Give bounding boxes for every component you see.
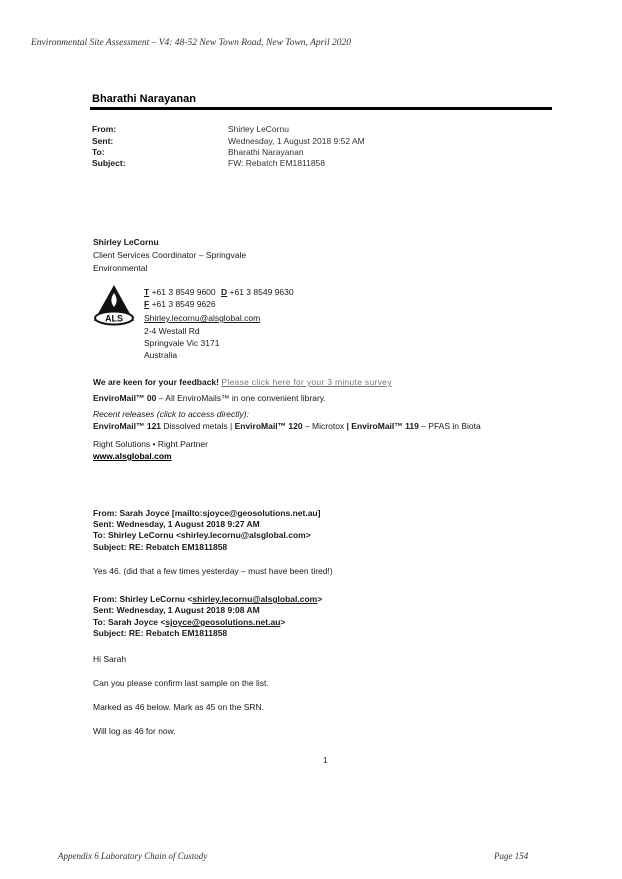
reply1-body: Yes 46. (did that a few times yesterday – must have been tired!): [93, 566, 333, 576]
logo-text: ALS: [105, 313, 123, 324]
reply2-subject: Subject: RE: Rebatch EM1811858: [93, 628, 228, 638]
reply2-to-close: >: [280, 617, 286, 627]
reply2-to-email-link[interactable]: sjoyce@geosolutions.net.au: [165, 617, 281, 627]
address-line-3: Australia: [144, 350, 178, 360]
running-header: Environmental Site Assessment – V4: 48-52 New Town Road, New Town, April 2020: [31, 38, 352, 48]
reply2-paragraph-1: Can you please confirm last sample on the list.: [93, 678, 269, 688]
address-line-2: Springvale Vic 3171: [144, 338, 220, 348]
reply2-from-email-link[interactable]: shirley.lecornu@alsglobal.com: [192, 594, 318, 604]
phone-t: +61 3 8549 9600: [151, 287, 216, 297]
header-divider: [90, 107, 552, 110]
enviromail-121-link[interactable]: EnviroMail™ 121: [93, 421, 162, 431]
reply2-from-close: >: [317, 594, 323, 604]
signature-email-link[interactable]: Shirley.lecornu@alsglobal.com: [144, 313, 261, 323]
phone-t-label: T: [144, 287, 150, 297]
meta-subject-value: FW: Rebatch EM1811858: [228, 158, 326, 168]
reply1-subject: Subject: RE: Rebatch EM1811858: [93, 542, 228, 552]
meta-to-label: To:: [92, 147, 105, 157]
enviromail-119-desc: – PFAS in Biota: [418, 421, 481, 431]
phone-f: +61 3 8549 9626: [151, 299, 216, 309]
enviromail-120-link[interactable]: EnviroMail™ 120: [234, 421, 303, 431]
phone-d-label: D: [221, 287, 228, 297]
meta-subject-label: Subject:: [92, 158, 126, 168]
reply2-from-label: From: Shirley LeCornu <: [93, 594, 193, 604]
meta-sent-label: Sent:: [92, 136, 114, 146]
phone-f-label: F: [144, 299, 150, 309]
feedback-lead: We are keen for your feedback!: [93, 377, 219, 387]
enviromail-00-desc: – All EnviroMails™ in one convenient library.: [156, 393, 326, 403]
reply2-sent: Sent: Wednesday, 1 August 2018 9:08 AM: [93, 605, 260, 615]
recipient-name: Bharathi Narayanan: [92, 93, 196, 105]
tagline: Right Solutions • Right Partner: [93, 439, 208, 449]
footer-page-number: Page 154: [494, 851, 529, 861]
reply2-to-label: To: Sarah Joyce <: [93, 617, 166, 627]
phone-d: +61 3 8549 9630: [229, 287, 294, 297]
signature-department: Environmental: [93, 263, 148, 273]
enviromail-library: [93, 393, 326, 403]
reply1-from: From: Sarah Joyce [mailto:sjoyce@geosolutions.net.au]: [93, 508, 321, 518]
signature-name: Shirley LeCornu: [93, 237, 159, 247]
reply2-paragraph-2: Marked as 46 below. Mark as 45 on the SRN.: [93, 702, 265, 712]
enviromail-119-link[interactable]: | EnviroMail™ 119: [346, 421, 419, 431]
enviromail-00-link[interactable]: EnviroMail™ 00: [93, 393, 157, 403]
reply2-paragraph-3: Will log as 46 for now.: [93, 726, 176, 736]
email-page-number: 1: [323, 756, 328, 765]
reply2-greeting: Hi Sarah: [93, 654, 127, 664]
phone-line-1: [144, 287, 294, 297]
reply1-sent: Sent: Wednesday, 1 August 2018 9:27 AM: [93, 519, 260, 529]
als-logo: [92, 283, 136, 327]
signature-title: Client Services Coordinator – Springvale: [93, 250, 247, 260]
meta-from-value: Shirley LeCornu: [228, 124, 289, 134]
enviromail-120-desc: – Microtox: [302, 421, 347, 431]
meta-from-label: From:: [92, 124, 117, 134]
reply2-to: [93, 617, 285, 627]
recent-releases-label: Recent releases (click to access directly):: [93, 409, 249, 419]
reply2-from: [93, 594, 322, 604]
feedback-line: [93, 377, 392, 387]
meta-to-value: Bharathi Narayanan: [228, 147, 304, 157]
recent-releases: [93, 421, 481, 431]
footer-appendix: Appendix 6 Laboratory Chain of Custody: [58, 851, 208, 861]
reply1-to: To: Shirley LeCornu <shirley.lecornu@alsglobal.com>: [93, 530, 311, 540]
enviromail-121-desc: Dissolved metals |: [161, 421, 235, 431]
meta-sent-value: Wednesday, 1 August 2018 9:52 AM: [228, 136, 365, 146]
address-line-1: 2-4 Westall Rd: [144, 326, 200, 336]
phone-line-2: [144, 299, 216, 309]
feedback-survey-link[interactable]: Please click here for your 3 minute survey: [221, 377, 392, 387]
website-link[interactable]: www.alsglobal.com: [93, 451, 172, 461]
